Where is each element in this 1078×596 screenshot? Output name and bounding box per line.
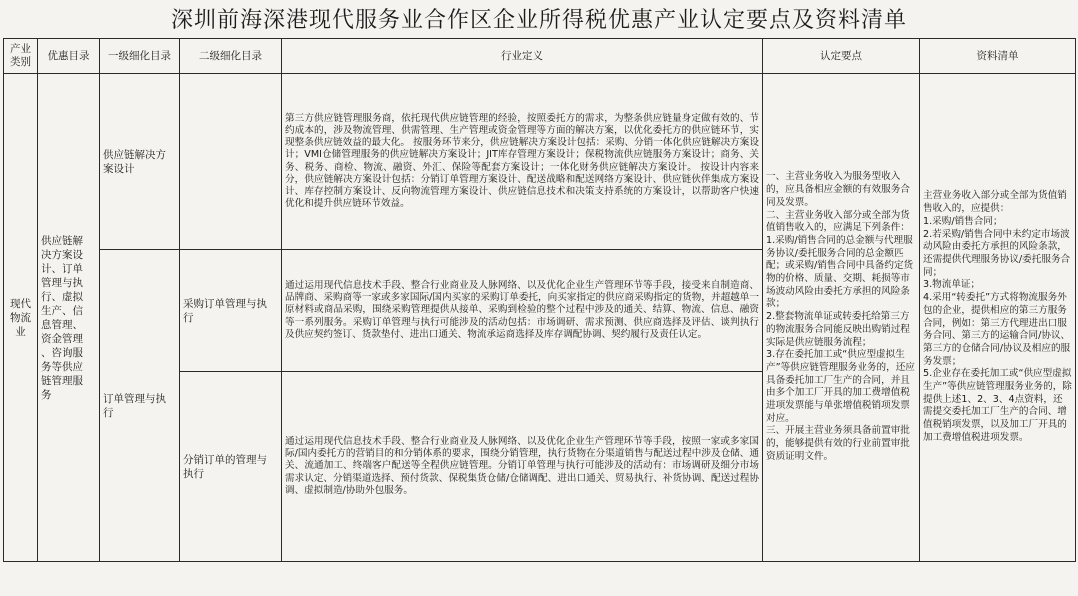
header-preferential-catalog: 优惠目录 [38,39,100,74]
header-industry-category: 产业 类别 [4,39,38,74]
cell-preferential-catalog: 供应链解 决方案设 计、订单 管理与执 行、虚拟 生产、信 息管理、 资金管理 、咨询服 务等供应 链管理服 务 [38,74,100,562]
header-industry-definition: 行业定义 [282,39,763,74]
cell-level2-distribution-order: 分销订单的管理与 执行 [180,372,282,562]
cell-industry-category: 现代 物流 业 [4,74,38,562]
cell-definition-distribution-order: 通过运用现代信息技术手段、整合行业商业及人脉网络、以及优化企业生产管理环节等手段，按照一家或多家国际/国内委托方的营销目的和分销体系的要求，围绕分销管理，执行货物在分渠道销售与配送过程中涉及仓储、通关、流通加工、终端客户配送等全程供应链管理。分销订单管理与执行可能涉及的活动有：市场调研及细分市场需求认定、分销渠道选择、预付货款、保税集货仓储/仓储调配、进出口通关、贸易执行、补货协调、配送过程协调、虚拟制造/协助外包服务。 [282,372,763,562]
header-row [4,39,1076,74]
cell-level1-order-management: 订单管理与执 行 [100,250,180,562]
cell-definition-solution-design: 第三方供应链管理服务商，依托现代供应链管理的经验，按照委托方的需求，为整条供应链量身定做有效的、节约成本的，涉及物流管理、供需管理、生产管理或资金管理等方面的解决方案，以优化委托方的供应链环节，实现整条供应链效益的最大化。 按服务环节来分，供应链解决方案设计包括：采购、分销一体化供应链解决方案设计；VMI仓储管理服务的供应链解决方案设计；JIT库存管理方案设计；保税物流供应链服务方案设计；商务、关务、税务、商检、物流、融资、外汇、保险等配套方案设计；一体化财务供应链解决方案设计。 按设计内容来分，供应链解决方案设计包括：分销订单管理方案设计、配送战略和配送网络方案设计、供应链伙伴集成方案设计、库存控制方案设计、反向物流管理方案设计、供应链信息技术和决策支持系统的方案设计，以帮助客户快速优化和提升供应链环节效益。 [282,74,763,250]
cell-level2-purchase-order: 采购订单管理与执 行 [180,250,282,372]
cell-definition-purchase-order: 通过运用现代信息技术手段、整合行业商业及人脉网络、以及优化企业生产管理环节等手段，接受来自制造商、品牌商、采购商等一家或多家国际/国内买家的采购订单委托，向买家指定的供应商采购指定的货物，并超越单一原材料或商品采购，围绕采购管理提供从接单、采购到检验的整个过程中涉及的通关、结算、物流、信息、融资等一系列服务。采购订单管理与执行可能涉及的活动包括：市场调研、需求预测、供应商选择及评估、谈判执行及供应契约签订、货款垫付、进出口通关、物流承运商选择及库存调配协调、契约履行及责任认定。 [282,250,763,372]
header-level2-catalog: 二级细化目录 [180,39,282,74]
cell-key-points: 一、主营业务收入为服务型收入的，应具备相应金额的有效服务合同及发票。 二、主营业务收入部分或全部为货值销售收入的，应满足下列条件： 1.采购/销售合同的总金额与代理服务协议/委托服务合同的总金额匹配；或采购/销售合同中具备约定货物的价格、质量、交期、耗损等市场波动风险由委托方承担的风险条款； 2.整套物流单证或转委托给第三方的物流服务合同能反映出购销过程实际是供应链服务流程； 3.存在委托加工或“供应型虚拟生产”等供应链管理服务业务的，还应具备委托加工厂生产的合同，并且由多个加工厂开具的加工费增值税进项发票能与单张增值税销项发票对应。 三、开展主营业务须具备前置审批的，能够提供有效的行业前置审批资质证明文件。 [763,74,920,562]
cell-materials-list: 主营业务收入部分或全部为货值销售收入的，应提供： 1.采购/销售合同； 2.若采购/销售合同中未约定市场波动风险由委托方承担的风险条款，还需提供代理服务协议/委托服务合同； 3.物流单证； 4.采用“转委托”方式将物流服务外包的企业，提供相应的第三方服务合同，例如：第三方代理进出口服务合同、第三方的运输合同/协议、第三方的仓储合同/协议及相应的服务发票； 5.企业存在委托加工或“供应型虚拟生产”等供应链管理服务业务的，除提供上述1、2、3、4点资料，还需提交委托加工厂生产的合同、增值税销项发票，以及加工厂开具的加工费增值税进项发票。 [920,74,1076,562]
cell-level2-empty [180,74,282,250]
header-key-points: 认定要点 [763,39,920,74]
header-level1-catalog: 一级细化目录 [100,39,180,74]
table-row [4,74,1076,250]
cell-level1-solution-design: 供应链解决方 案设计 [100,74,180,250]
document-title: 深圳前海深港现代服务业合作区企业所得税优惠产业认定要点及资料清单 [170,8,907,33]
industry-table [3,38,1076,562]
header-materials-list: 资料清单 [920,39,1076,74]
